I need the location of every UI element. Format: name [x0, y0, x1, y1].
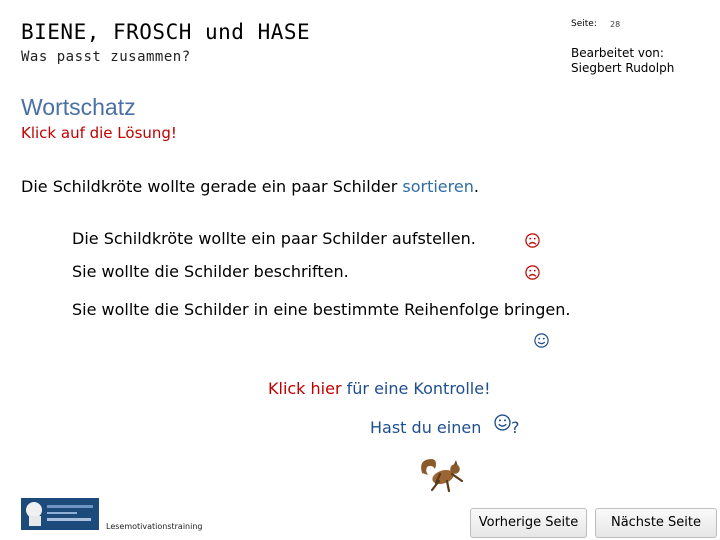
question-text-before: Die Schildkröte wollte gerade ein paar Schilder [21, 177, 403, 196]
smiley-question-mark: ? [511, 418, 520, 437]
smiley-question-text: Hast du einen [370, 418, 482, 437]
page-subtitle: Was passt zusammen? [21, 49, 191, 65]
instruction-text: Klick auf die Lösung! [21, 124, 177, 142]
check-link[interactable]: Klick hier [268, 379, 342, 398]
question-sentence [21, 177, 479, 196]
frown-icon [525, 233, 540, 248]
project-logo [21, 498, 99, 530]
program-name: Lesemotivationstraining [106, 522, 203, 531]
previous-page-button[interactable]: Vorherige Seite [470, 508, 587, 538]
question-keyword: sortieren [402, 177, 474, 196]
editor-name: Siegbert Rudolph [571, 61, 675, 75]
answer-option-3[interactable]: Sie wollte die Schilder in eine bestimmte Reihenfolge bringen. [72, 300, 571, 319]
answer-option-2[interactable]: Sie wollte die Schilder beschriften. [72, 262, 349, 281]
question-text-after: . [473, 177, 479, 196]
section-heading: Wortschatz [21, 94, 136, 120]
check-text: für eine Kontrolle! [341, 379, 491, 398]
edited-by-label: Bearbeitet von: [571, 46, 664, 60]
page-title: BIENE, FROSCH und HASE [21, 20, 311, 44]
page-number: 28 [610, 20, 621, 29]
check-prompt[interactable] [268, 379, 491, 398]
page-label: Seite: [571, 19, 597, 29]
next-page-button[interactable]: Nächste Seite [595, 508, 717, 538]
smile-icon [534, 333, 549, 348]
smile-icon [494, 414, 511, 431]
frown-icon [525, 265, 540, 280]
answer-option-1[interactable]: Die Schildkröte wollte ein paar Schilder aufstellen. [72, 229, 476, 248]
squirrel-image [416, 455, 472, 495]
